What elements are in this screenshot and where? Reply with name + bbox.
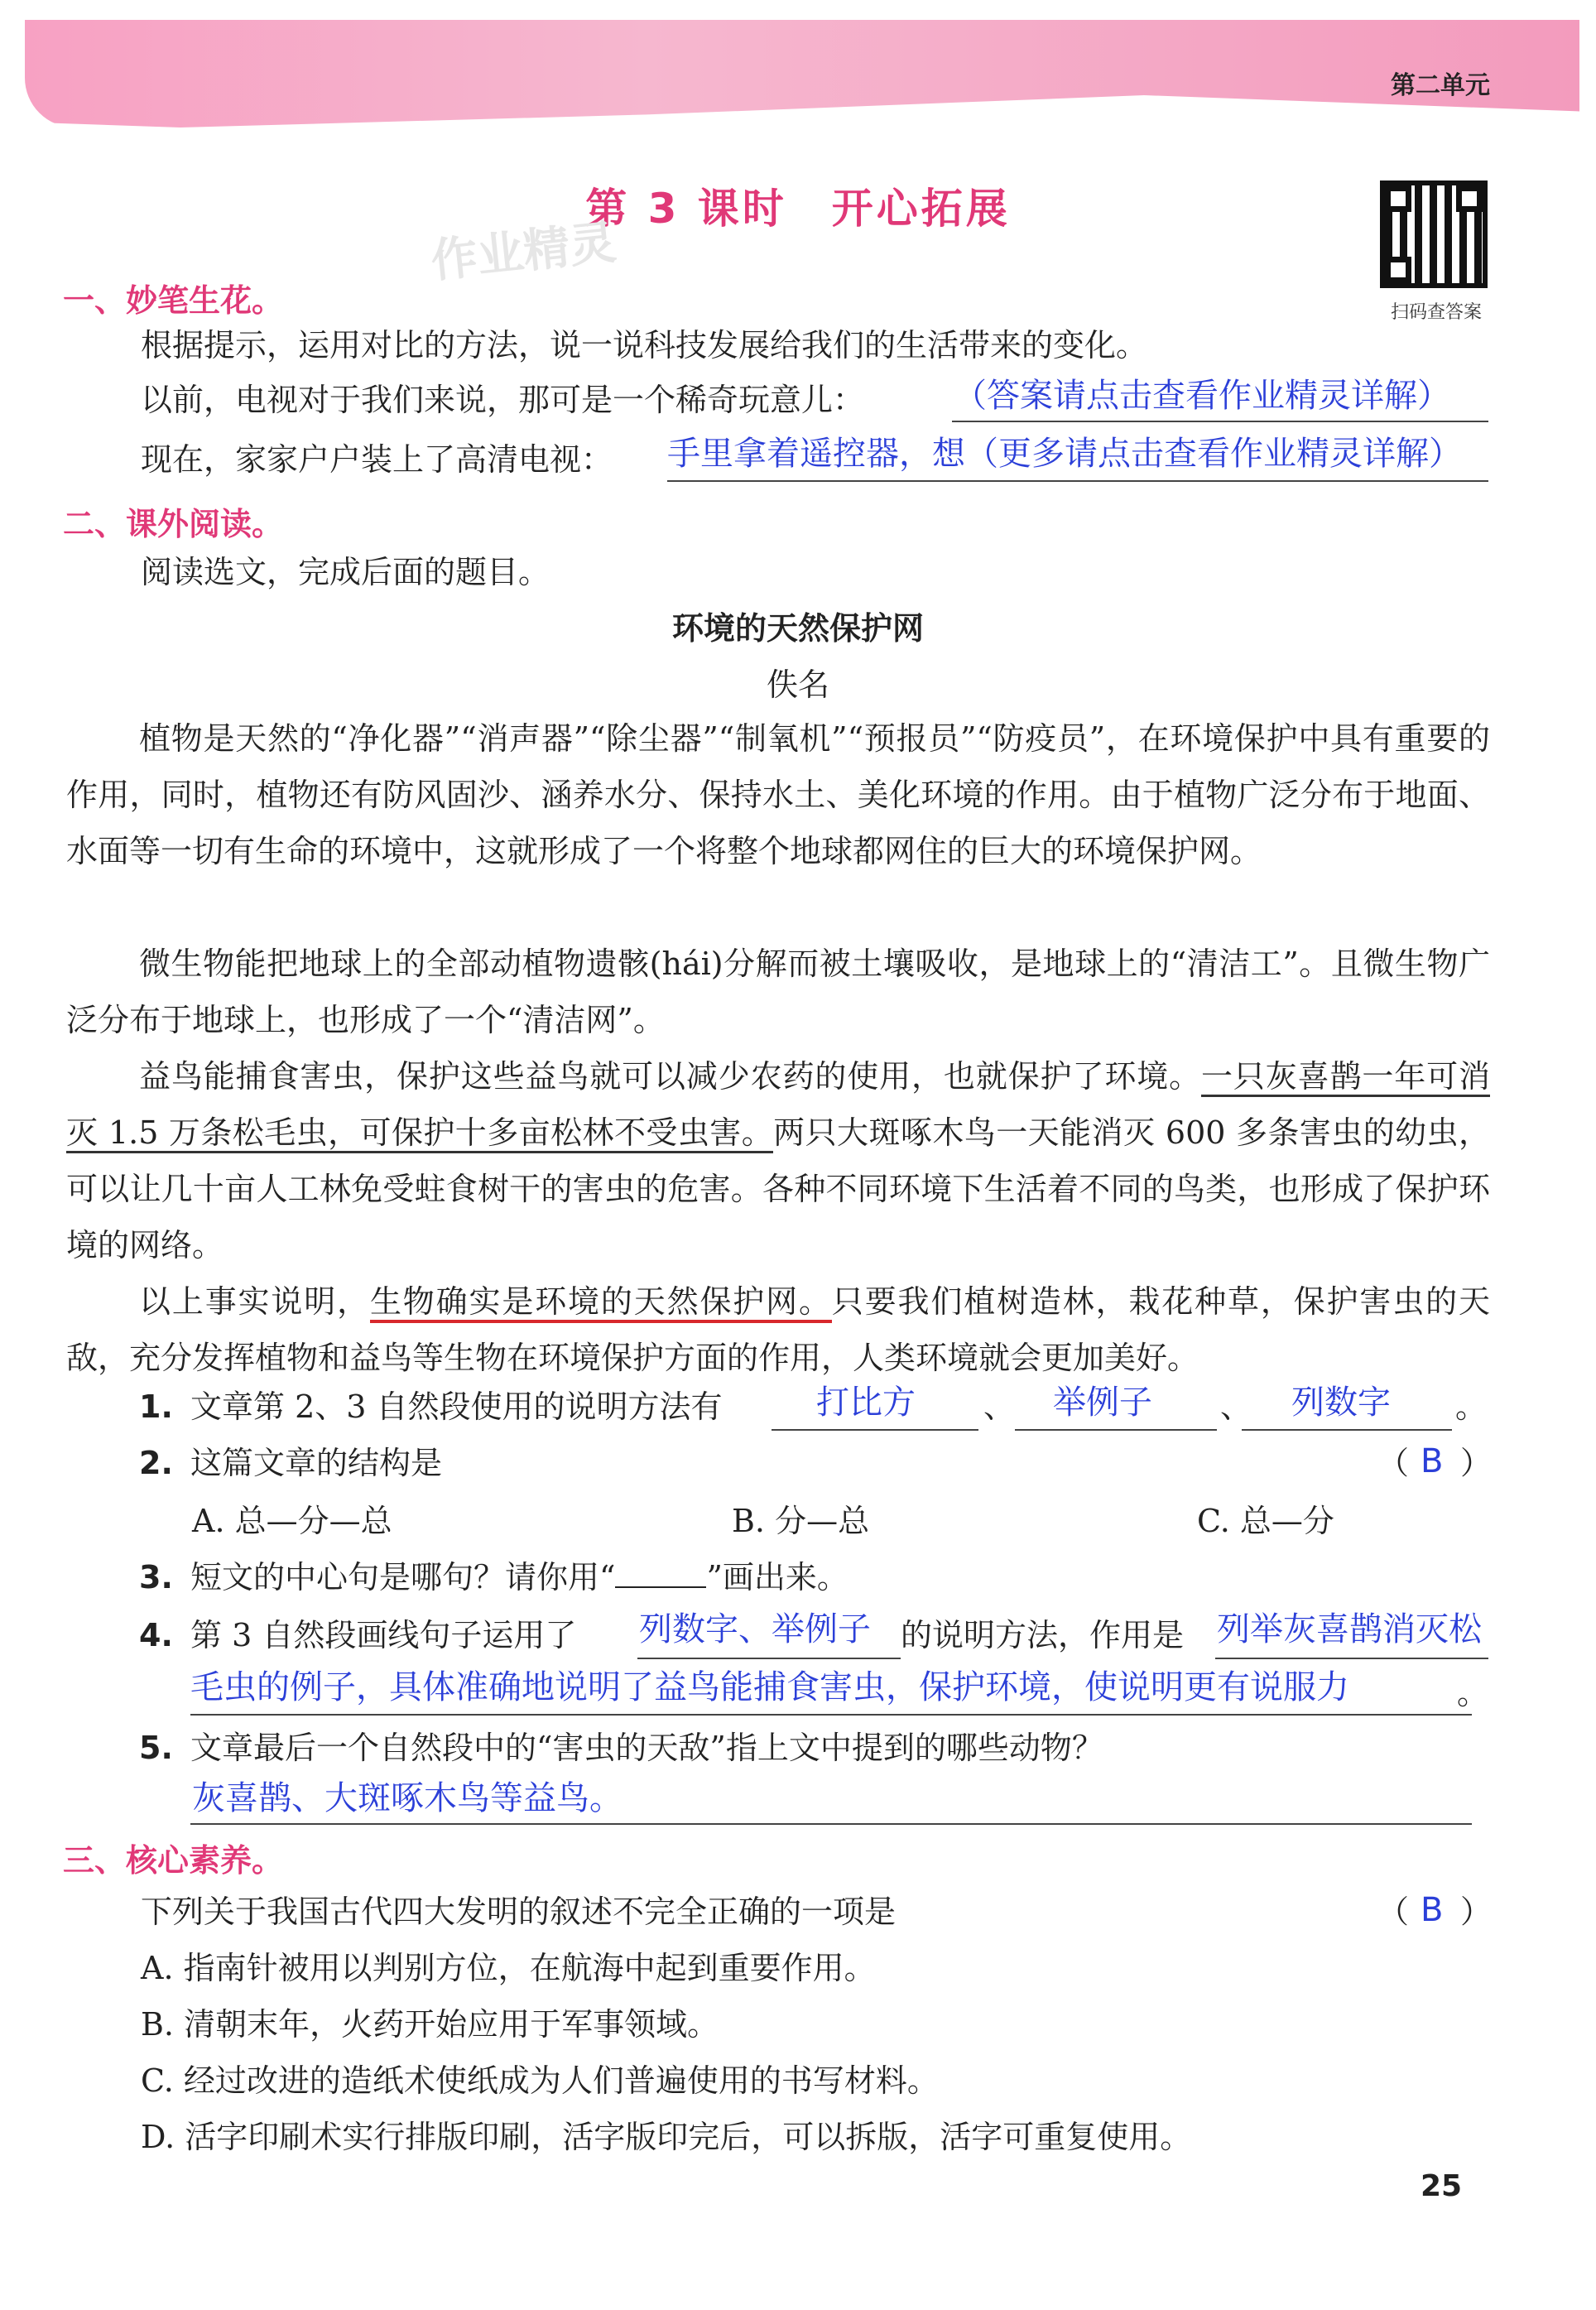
section1-prompt: 根据提示，运用对比的方法，说一说科技发展给我们的生活带来的变化。: [141, 327, 1148, 363]
lesson-title: 第 3 课时 开心拓展: [585, 185, 1011, 233]
q2-option-a[interactable]: A. 总—分—总: [192, 1503, 392, 1539]
q1-sep-2: 、: [1220, 1388, 1252, 1425]
q4-answer-1[interactable]: 列数字、举例子: [639, 1610, 871, 1648]
underlined-sentence: 一只灰喜鹊一年可消灭 1.5 万条松毛虫，可保护十多亩松林不受虫害。: [66, 1058, 1490, 1153]
article-author: 佚名: [766, 667, 829, 703]
q1-answer-2[interactable]: 举例子: [1053, 1384, 1152, 1422]
line1-answer[interactable]: （答案请点击查看作业精灵详解）: [954, 377, 1450, 415]
watermark: 作业精灵: [428, 215, 619, 289]
section3-paren-close: ）: [1460, 1894, 1493, 1930]
section3-option-a[interactable]: A. 指南针被用以判别方位，在航海中起到重要作用。: [141, 1950, 876, 1986]
q3-text: 短文的中心句是哪句？请你用“ ”画出来。: [190, 1559, 848, 1595]
page-number: 25: [1421, 2169, 1463, 2203]
q4-text-a: 第 3 自然段画线句子运用了: [190, 1617, 577, 1653]
article-paragraph-1: 植物是天然的“净化器”“消声器”“除尘器”“制氧机”“预报员”“防疫员”，在环境保护中具有重要的作用，同时，植物还有防风固沙、涵养水分、保持水土、美化环境的作用。由于植物广泛分布于地面、水面等一切有生命的环境中，这就形成了一个将整个地球都网住的巨大的环境保护网。: [66, 720, 1490, 869]
q4-blank-2: [1215, 1656, 1488, 1659]
q4-answer-2a[interactable]: 列举灰喜鹊消灭松: [1217, 1610, 1482, 1648]
q1-number: 1.: [139, 1388, 173, 1425]
line2-blank: [667, 479, 1488, 482]
article-paragraph-4: 以上事实说明，生物确实是环境的天然保护网。只要我们植树造林，栽花种草，保护害虫的天敌，充分发挥植物和益鸟等生物在环境保护方面的作用，人类环境就会更加美好。: [66, 1283, 1490, 1376]
section3-option-d[interactable]: D. 活字印刷术实行排版印刷，活字版印完后，可以拆版，活字可重复使用。: [141, 2119, 1192, 2155]
section3-option-b[interactable]: B. 清朝末年，火药开始应用于军事领域。: [141, 2006, 719, 2043]
q2-paren-open: （: [1377, 1445, 1410, 1481]
q5-answer[interactable]: 灰喜鹊、大斑啄木鸟等益鸟。: [192, 1779, 623, 1817]
article-paragraph-3: 益鸟能捕食害虫，保护这些益鸟就可以减少农药的使用，也就保护了环境。一只灰喜鹊一年可消灭 1.5 万条松毛虫，可保护十多亩松林不受虫害。两只大斑啄木鸟一天能消灭 600 多条害虫的幼虫，可以让几十亩人工林免受蛀食树干的害虫的危害。各种不同环境下生活着不同的鸟类，也形成了保护环境的网络。: [66, 1058, 1490, 1263]
q3-underline-sample: [615, 1562, 706, 1588]
header-banner: [25, 20, 1579, 128]
q2-number: 2.: [139, 1445, 173, 1481]
section1-line1-label: 以前，电视对于我们来说，那可是一个稀奇玩意儿：: [141, 382, 865, 418]
q5-number: 5.: [139, 1730, 173, 1766]
q1-text: 文章第 2、3 自然段使用的说明方法有: [190, 1388, 723, 1425]
section2-instruction: 阅读选文，完成后面的题目。: [141, 554, 550, 590]
section2-heading: 二、课外阅读。: [63, 506, 284, 542]
qr-code-icon[interactable]: [1380, 180, 1488, 288]
q3-number: 3.: [139, 1559, 173, 1595]
q5-text: 文章最后一个自然段中的“害虫的天敌”指上文中提到的哪些动物？: [190, 1730, 1103, 1766]
central-sentence: 生物确实是环境的天然保护网。: [370, 1283, 832, 1323]
section3-answer[interactable]: B: [1421, 1891, 1444, 1929]
article-paragraph-2: 微生物能把地球上的全部动植物遗骸(hái)分解而被土壤吸收，是地球上的“清洁工”。且微生物广泛分布于地球上，也形成了一个“清洁网”。: [66, 946, 1490, 1038]
q4-text-b: 的说明方法，作用是: [901, 1617, 1185, 1653]
section3-paren-open: （: [1377, 1894, 1410, 1930]
section1-line2-label: 现在，家家户户装上了高清电视：: [141, 441, 613, 478]
q1-blank-1: [772, 1427, 978, 1431]
section3-question: 下列关于我国古代四大发明的叙述不完全正确的一项是: [141, 1894, 897, 1930]
section3-heading: 三、核心素养。: [63, 1842, 284, 1879]
q4-answer-2b[interactable]: 毛虫的例子，具体准确地说明了益鸟能捕食害虫，保护环境，使说明更有说服力: [190, 1668, 1349, 1706]
q1-end: 。: [1455, 1388, 1488, 1425]
q1-blank-2: [1015, 1427, 1217, 1431]
line2-answer[interactable]: 手里拿着遥控器，想（更多请点击查看作业精灵详解）: [667, 435, 1462, 473]
q2-answer[interactable]: B: [1421, 1442, 1444, 1480]
q2-text: 这篇文章的结构是: [190, 1445, 443, 1481]
article-title: 环境的天然保护网: [671, 610, 924, 647]
q4-blank-3: [190, 1712, 1472, 1716]
q1-blank-3: [1242, 1427, 1452, 1431]
q4-number: 4.: [139, 1617, 173, 1653]
q1-sep-1: 、: [983, 1388, 1016, 1425]
q4-blank-1: [637, 1656, 901, 1659]
q4-end: 。: [1457, 1675, 1489, 1711]
section1-heading: 一、妙笔生花。: [63, 282, 284, 319]
section3-option-c[interactable]: C. 经过改进的造纸术使纸成为人们普遍使用的书写材料。: [141, 2062, 939, 2099]
line1-blank: [952, 419, 1488, 422]
q2-option-b[interactable]: B. 分—总: [732, 1503, 870, 1539]
unit-label: 第二单元: [1391, 71, 1490, 100]
q1-answer-3[interactable]: 列数字: [1291, 1384, 1391, 1422]
q1-answer-1[interactable]: 打比方: [816, 1384, 916, 1422]
q2-option-c[interactable]: C. 总—分: [1197, 1503, 1334, 1539]
qr-caption: 扫码查答案: [1390, 302, 1482, 323]
q5-blank: [190, 1822, 1472, 1825]
q2-paren-close: ）: [1460, 1445, 1493, 1481]
